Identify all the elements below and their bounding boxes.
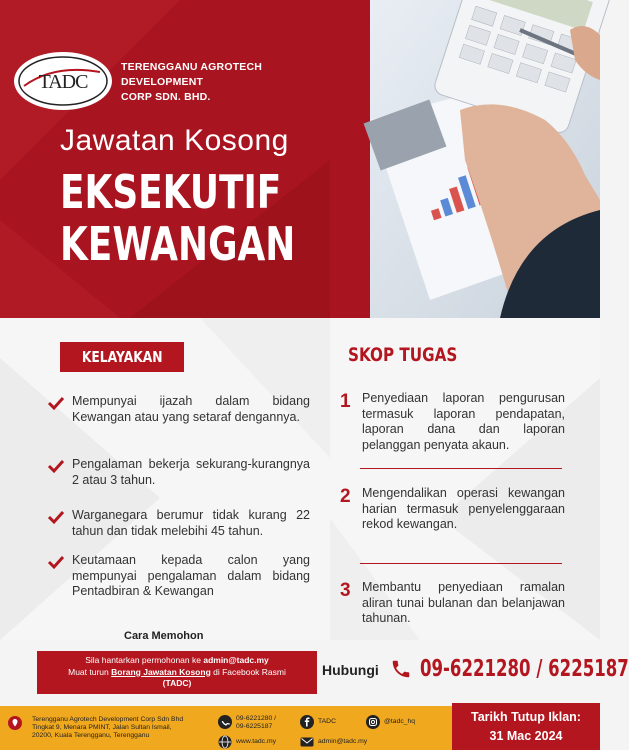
how-to-apply-box <box>37 651 317 694</box>
list-item <box>46 508 310 539</box>
apply-line-2: Muat turun Borang Jawatan Kosong di Facebook Rasmi <box>68 666 286 677</box>
globe-icon <box>218 735 232 749</box>
contact-phone-number[interactable]: 09-6221280 / 6225187 <box>420 656 629 682</box>
duty-text: Penyediaan laporan pengurusan termasuk laporan pendapatan, laporan dana dan laporan pelanggan penyata akaun. <box>362 391 565 452</box>
finance-photo <box>370 0 600 318</box>
phone-icon <box>218 715 232 729</box>
qualification-text: Mempunyai ijazah dalam bidang Kewangan atau yang setaraf dengannya. <box>72 394 310 424</box>
list-item <box>46 457 310 488</box>
check-icon <box>46 396 66 410</box>
qualification-text: Pengalaman bekerja sekurang-kurangnya 2 atau 3 tahun. <box>72 457 310 487</box>
footer-phone-line: 09-6221280 / <box>236 715 277 722</box>
footer-email[interactable] <box>300 735 367 749</box>
website-text: www.tadc.my <box>236 738 277 745</box>
apply-line-3: (TADC) <box>162 678 192 688</box>
footer-phone[interactable] <box>218 715 276 731</box>
list-item <box>46 394 310 425</box>
check-icon <box>46 510 66 524</box>
location-pin-icon <box>8 716 22 730</box>
facebook-icon <box>300 715 314 729</box>
company-name-line2: CORP SDN. BHD. <box>121 91 211 103</box>
details-section <box>0 318 600 640</box>
facebook-text: TADC <box>318 718 336 725</box>
footer-instagram[interactable] <box>366 715 415 729</box>
apply-line-1: Sila hantarkan permohonan ke admin@tadc.my <box>85 655 269 665</box>
application-form-link[interactable]: Borang Jawatan Kosong <box>111 666 211 677</box>
company-name <box>121 60 341 105</box>
footer-website[interactable] <box>218 735 276 749</box>
job-title-line2: KEWANGAN <box>60 217 296 271</box>
footer-facebook[interactable] <box>300 715 336 729</box>
closing-date-value: 31 Mac 2024 <box>489 729 563 743</box>
duty-text: Mengendalikan operasi kewangan harian termasuk penyelenggaraan rekod kewangan. <box>362 486 565 531</box>
tadc-logo <box>14 52 112 110</box>
list-item <box>340 486 570 533</box>
closing-date-label: Tarikh Tutup Iklan: <box>471 710 581 724</box>
footer-phone-line: 09-6225187 <box>236 723 273 730</box>
how-to-apply-heading: Cara Memohon <box>124 630 204 642</box>
contact-label: Hubungi <box>322 662 379 678</box>
email-icon <box>300 735 314 749</box>
company-name-line1: TERENGGANU AGROTECH DEVELOPMENT <box>121 61 263 88</box>
address-line: Tingkat 9, Menara PMINT, Jalan Sultan Ismail, <box>32 724 172 731</box>
email-text: admin@tadc.my <box>318 738 368 745</box>
qualifications-heading: KELAYAKAN <box>60 342 184 372</box>
list-item <box>340 580 570 627</box>
duty-number: 1 <box>340 391 351 412</box>
qualification-text: Warganegara berumur tidak kurang 22 tahun dan tidak melebihi 45 tahun. <box>72 508 310 538</box>
divider <box>360 563 562 564</box>
job-title-line1: EKSEKUTIF <box>60 165 282 219</box>
phone-icon <box>390 658 412 680</box>
instagram-icon <box>366 715 380 729</box>
duty-number: 3 <box>340 580 351 601</box>
closing-date-badge <box>452 703 600 750</box>
address-line: 20200, Kuala Terengganu, Terengganu <box>32 732 150 739</box>
job-vacancy-subtitle: Jawatan Kosong <box>60 124 289 157</box>
instagram-text: @tadc_hq <box>384 718 416 725</box>
duty-number: 2 <box>340 486 351 507</box>
job-title <box>60 166 388 270</box>
duty-text: Membantu penyediaan ramalan aliran tunai bulanan dan belanjawan tahunan. <box>362 580 565 625</box>
duties-heading: SKOP TUGAS <box>348 344 458 366</box>
footer-address <box>8 716 183 740</box>
list-item <box>340 391 570 453</box>
address-line: Terengganu Agrotech Development Corp Sdn Bhd <box>32 716 184 723</box>
svg-text:TADC: TADC <box>38 71 88 93</box>
list-item <box>46 553 310 600</box>
apply-email-link[interactable]: admin@tadc.my <box>203 655 269 665</box>
divider <box>360 468 562 469</box>
check-icon <box>46 555 66 569</box>
qualification-text: Keutamaan kepada calon yang mempunyai pengalaman dalam bidang Pentadbiran & Kewangan <box>72 553 310 598</box>
check-icon <box>46 459 66 473</box>
hero-banner <box>0 0 600 318</box>
